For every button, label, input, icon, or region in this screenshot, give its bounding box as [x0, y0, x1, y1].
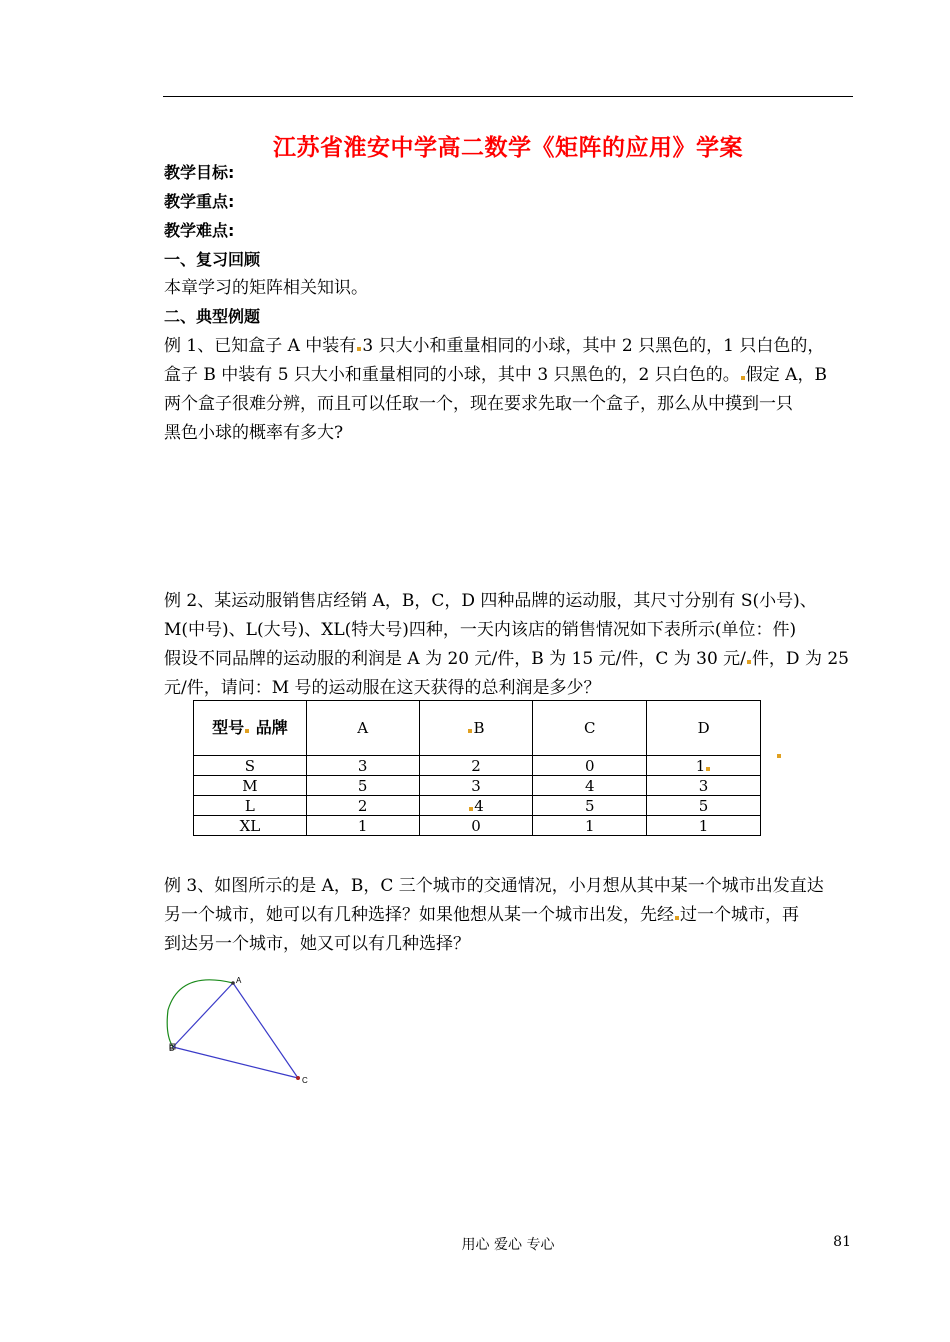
table-cell: 1 — [533, 816, 647, 836]
marker-dot — [675, 916, 679, 920]
table-cell: 3 — [647, 776, 761, 796]
marker-dot — [245, 729, 249, 733]
table-cell: 5 — [533, 796, 647, 816]
row-size: M — [194, 776, 307, 796]
table-header-row — [194, 701, 761, 756]
row-size: S — [194, 756, 307, 776]
column-header: A — [306, 701, 419, 756]
marker-dot — [777, 754, 781, 758]
marker-dot — [357, 347, 361, 351]
table-row — [194, 796, 761, 816]
section1-heading: 一、复习回顾 — [164, 250, 261, 269]
sales-table — [193, 700, 761, 836]
example1-line1: 例 1、已知盒子 A 中装有 3 只大小和重量相同的小球，其中 2 只黑色的，1 只白色的， — [164, 336, 825, 356]
table-cell: 1 — [647, 816, 761, 836]
marker-dot — [741, 376, 745, 380]
table-row — [194, 776, 761, 796]
route-a-b — [173, 983, 233, 1047]
page-number: 81 — [833, 1234, 851, 1250]
example1-line4: 黑色小球的概率有多大? — [164, 423, 344, 443]
city-a-point — [231, 981, 235, 985]
example3-line1: 例 3、如图所示的是 A，B，C 三个城市的交通情况，小月想从其中某一个城市出发直达 — [164, 876, 824, 896]
example2-line1: 例 2、某运动服销售店经销 A，B，C，D 四种品牌的运动服，其尺寸分别有 S(小号)、 — [164, 591, 817, 611]
city-a-label: A — [236, 976, 242, 985]
header-rule — [163, 96, 853, 97]
page-title: 江苏省淮安中学高二数学《矩阵的应用》学案 — [273, 135, 743, 161]
row-size: L — [194, 796, 307, 816]
example1 — [164, 332, 854, 448]
column-header: B — [419, 701, 533, 756]
city-c-label: C — [302, 1076, 308, 1085]
example3-line3: 到达另一个城市，她又可以有几种选择？ — [164, 934, 470, 954]
column-header: C — [533, 701, 647, 756]
table-cell: 4 — [533, 776, 647, 796]
table-row — [194, 756, 761, 776]
marker-dot — [706, 767, 710, 771]
route-arc-a-b — [167, 980, 233, 1047]
example3 — [164, 872, 854, 959]
marker-dot — [468, 729, 472, 733]
table-cell: 0 — [533, 756, 647, 776]
example1-line3: 两个盒子很难分辨，而且可以任取一个，现在要求先取一个盒子，那么从中摸到一只 — [164, 394, 793, 414]
table-cell: 4 — [419, 796, 533, 816]
table-cell: 0 — [419, 816, 533, 836]
keypoints-label: 教学重点: — [164, 192, 235, 211]
table-cell: 3 — [419, 776, 533, 796]
table-cell: 2 — [419, 756, 533, 776]
example2-line4: 元/件，请问：M 号的运动服在这天获得的总利润是多少？ — [164, 678, 601, 698]
marker-dot — [747, 660, 751, 664]
section1-text: 本章学习的矩阵相关知识。 — [164, 278, 368, 298]
table-cell: 1 — [306, 816, 419, 836]
table-cell: 3 — [306, 756, 419, 776]
table-cell: 2 — [306, 796, 419, 816]
table-header-corner: 型号 品牌 — [194, 701, 307, 756]
example2 — [164, 587, 854, 703]
section2-heading: 二、典型例题 — [164, 307, 261, 326]
city-b-label: B — [169, 1044, 175, 1053]
example2-line2: M(中号)、L(大号)、XL(特大号)四种，一天内该店的销售情况如下表所示(单位：件) — [164, 620, 797, 640]
column-header: D — [647, 701, 761, 756]
city-c-point — [296, 1076, 300, 1080]
table-row — [194, 816, 761, 836]
table-cell: 5 — [306, 776, 419, 796]
example2-line3: 假设不同品牌的运动服的利润是 A 为 20 元/件，B 为 15 元/件，C 为 30 元/ 件，D 为 25 — [164, 649, 849, 669]
example3-line2: 另一个城市，她可以有几种选择？如果他想从某一个城市出发，先经 过一个城市，再 — [164, 905, 799, 925]
table-cell: 5 — [647, 796, 761, 816]
difficulties-label: 教学难点: — [164, 221, 235, 240]
table-cell: 1 — [647, 756, 761, 776]
city-graph-figure — [160, 975, 320, 1085]
marker-dot — [469, 807, 473, 811]
objectives-label: 教学目标: — [164, 163, 235, 182]
row-size: XL — [194, 816, 307, 836]
footer-motto: 用心 爱心 专心 — [461, 1237, 555, 1253]
example1-line2: 盒子 B 中装有 5 只大小和重量相同的小球，其中 3 只黑色的，2 只白色的。 假定 A，B — [164, 365, 827, 385]
